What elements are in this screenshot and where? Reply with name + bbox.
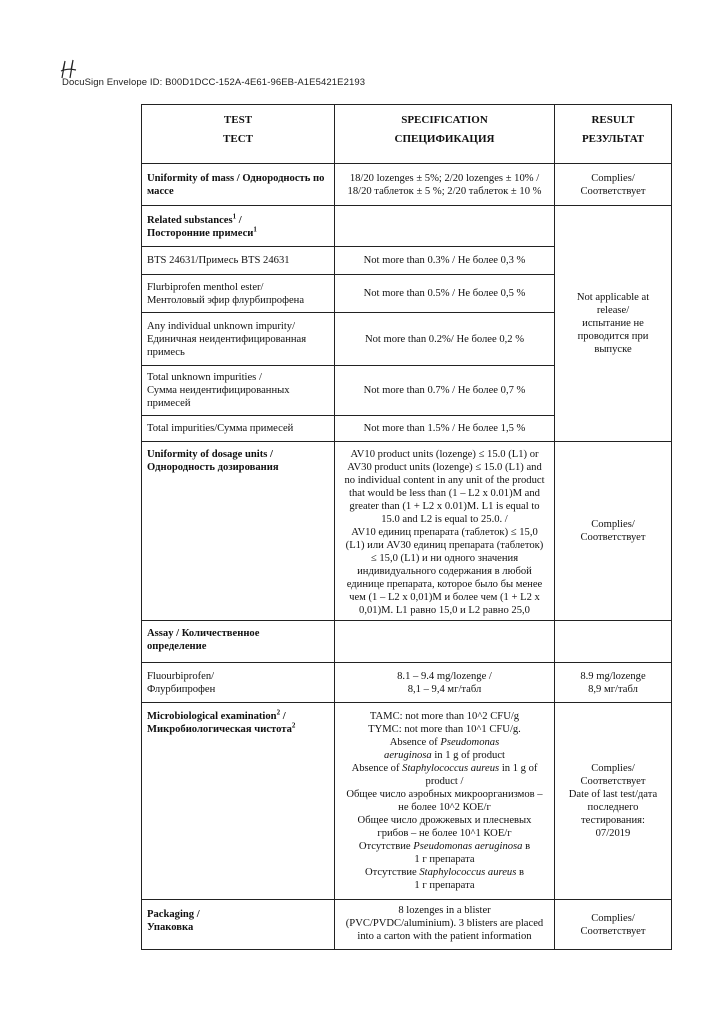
spec-cell: 8.1 – 9.4 mg/lozenge / 8,1 – 9,4 мг/табл xyxy=(335,663,555,703)
table-row-mass xyxy=(142,164,672,206)
spec-cell: TAMC: not more than 10^2 CFU/g TYMC: not more than 10^1 CFU/g. Absence of Pseudomonas aeruginosa in 1 g of product Absence of Staphylococcus aureus in 1 g of product / Общее число аэробных микроорганизмов – не более 10^2 КОЕ/г Общее число дрожжевых и плесневых грибов – не более 10^1 КОЕ/г Отсутствие Pseudomonas aeruginosa в 1 г препарата Отсутствие Staphylococcus aureus в 1 г препарата xyxy=(335,703,555,900)
spec-cell: Not more than 0.3% / Не более 0,3 % xyxy=(335,247,555,275)
table-row-related xyxy=(142,206,672,247)
result-cell: 8.9 mg/lozenge 8,9 мг/табл xyxy=(555,663,672,703)
spec-cell xyxy=(335,206,555,247)
spec-cell: Not more than 0.2%/ Не более 0,2 % xyxy=(335,313,555,366)
test-cell: Packaging / Упаковка xyxy=(142,900,335,950)
result-cell: Complies/ Соответствует xyxy=(555,900,672,950)
spec-cell: Not more than 0.7% / Не более 0,7 % xyxy=(335,366,555,416)
test-cell: Any individual unknown impurity/ Единичная неидентифицированная примесь xyxy=(142,313,335,366)
test-cell: Assay / Количественное определение xyxy=(142,621,335,663)
test-cell: Related substances$^1$ / Посторонние примеси$^1$ xyxy=(142,206,335,247)
result-cell: Complies/ Соответствует xyxy=(555,164,672,206)
table-header-row xyxy=(142,105,672,164)
table-row-packaging xyxy=(142,900,672,950)
result-cell-not-applicable: Not applicable at release/ испытание не проводится при выпуске xyxy=(555,206,672,442)
header-specification: SPECIFICATION СПЕЦИФИКАЦИЯ xyxy=(335,105,555,164)
test-cell: BTS 24631/Примесь BTS 24631 xyxy=(142,247,335,275)
result-cell: Complies/ Соответствует Date of last test/дата последнего тестирования: 07/2019 xyxy=(555,703,672,900)
spec-cell: 18/20 lozenges ± 5%; 2/20 lozenges ± 10% / 18/20 таблеток ± 5 %; 2/20 таблеток ± 10 % xyxy=(335,164,555,206)
test-cell: Uniformity of mass / Однородность по массе xyxy=(142,164,335,206)
table-row-flurbiprofen xyxy=(142,663,672,703)
header-result: RESULT РЕЗУЛЬТАТ xyxy=(555,105,672,164)
result-cell xyxy=(555,621,672,663)
spec-cell: Not more than 0.5% / Не более 0,5 % xyxy=(335,275,555,313)
test-cell: Flurbiprofen menthol ester/ Ментоловый эфир флурбипрофена xyxy=(142,275,335,313)
table-row-micro xyxy=(142,703,672,900)
test-cell: Total unknown impurities / Сумма неидентифицированных примесей xyxy=(142,366,335,416)
envelope-id: DocuSign Envelope ID: B00D1DCC-152A-4E61-96EB-A1E5421E2193 xyxy=(62,77,366,88)
table-row-assay xyxy=(142,621,672,663)
test-cell: Total impurities/Сумма примесей xyxy=(142,416,335,442)
spec-cell: AV10 product units (lozenge) ≤ 15.0 (L1) or AV30 product units (lozenge) ≤ 15.0 (L1) and no individual content in any unit of the product that would be less than (1 – L2 x 0.01)M and greater than (1 + L2 x 0.01)M. L1 is equal to 15.0 and L2 is equal to 25.0. / AV10 единиц препарата (таблеток) ≤ 15,0 (L1) или AV30 единиц препарата (таблеток) ≤ 15,0 (L1) и ни одного значения индивидуального содержания в любой единице препарата, которое было бы менее чем (1 – L2 x 0,01)M и более чем (1 + L2 x 0,01)M. L1 равно 15,0 и L2 равно 25,0 xyxy=(335,442,555,621)
table-row-dosage xyxy=(142,442,672,621)
test-cell: Uniformity of dosage units / Однородность дозирования xyxy=(142,442,335,621)
spec-cell xyxy=(335,621,555,663)
spec-cell: Not more than 1.5% / Не более 1,5 % xyxy=(335,416,555,442)
result-cell: Complies/ Соответствует xyxy=(555,442,672,621)
specification-table xyxy=(141,104,672,950)
test-cell: Fluourbiprofen/ Флурбипрофен xyxy=(142,663,335,703)
test-cell: Microbiological examination$^2$ / Микробиологическая чистота$^2$ xyxy=(142,703,335,900)
header-test: TEST ТЕСТ xyxy=(142,105,335,164)
spec-cell: 8 lozenges in a blister (PVC/PVDC/aluminium). 3 blisters are placed into a carton with the patient information xyxy=(335,900,555,950)
